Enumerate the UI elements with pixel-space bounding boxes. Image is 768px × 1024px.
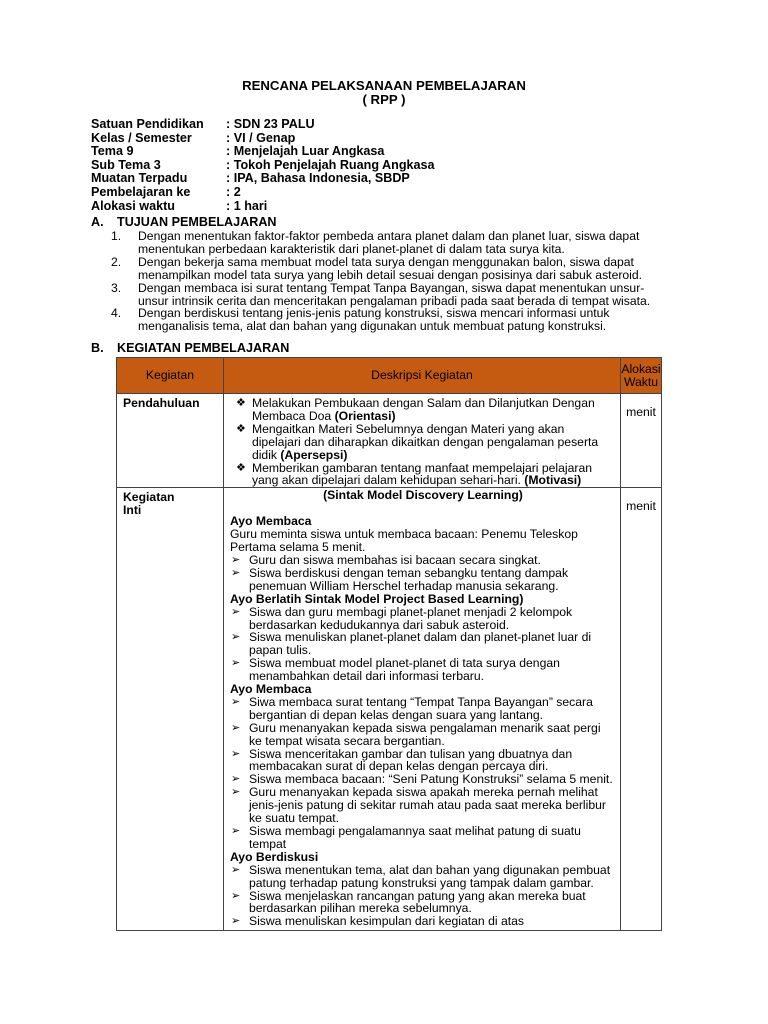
inti-list-3 — [230, 696, 616, 851]
goal-item — [111, 256, 671, 282]
item-text: Siswa membuat model planet-planet di tata surya dengan menambahkan detail dari informasi terbaru. — [248, 656, 560, 684]
arrow-bullet-icon: ➢ — [230, 605, 241, 618]
identity-value: : 1 hari — [226, 198, 268, 213]
header-deskripsi: Deskripsi Kegiatan — [223, 358, 620, 394]
item-text: Siswa dan guru membagi planet-planet menjadi 2 kelompok berdasarkan kedudukannya dari sabuk asteroid. — [248, 604, 573, 632]
identity-value: : Tokoh Penjelajah Ruang Angkasa — [226, 157, 435, 172]
item-text: Mengaitkan Materi Sebelumnya dengan Materi yang akan dipelajari dan diharapkan dikaitkan dengan pengalaman peserta didik — [251, 421, 599, 462]
table-header-row — [117, 358, 662, 394]
list-item — [230, 722, 616, 748]
subheading-ayo-membaca: Ayo Membaca — [229, 682, 312, 697]
item-text: Siswa menuliskan kesimpulan dari kegiatan di atas — [248, 914, 524, 929]
identity-key: Muatan Terpadu — [91, 171, 188, 186]
identity-key: Alokasi waktu — [91, 198, 175, 213]
identity-value: : SDN 23 PALU — [226, 117, 315, 131]
goal-item — [111, 307, 671, 333]
section-number: B. — [91, 341, 104, 355]
item-text: Siswa menentukan tema, alat dan bahan yang digunakan pembuat patung terhadap patung konstruksi yang tampak dalam gambar. — [248, 862, 611, 890]
arrow-bullet-icon: ➢ — [230, 566, 241, 579]
identity-key: Pembelajaran ke — [91, 184, 191, 199]
document-subtitle: ( RPP ) — [362, 92, 406, 107]
list-item — [230, 748, 616, 774]
intro-text: Guru meminta siswa untuk membaca bacaan: Penemu Teleskop Pertama selama 5 menit. — [229, 527, 578, 555]
identity-value: : Menjelajah Luar Angkasa — [226, 144, 385, 159]
goals-list — [111, 230, 671, 333]
row-label: Kegiatan Inti — [117, 488, 224, 931]
item-text: Melakukan Pembukaan dengan Salam dan Dilanjutkan Dengan Membaca Doa — [251, 396, 595, 423]
inti-list-4 — [230, 864, 616, 929]
diamond-bullet-icon: ❖ — [235, 422, 246, 435]
goal-item — [111, 230, 671, 256]
goal-item — [111, 282, 671, 308]
section-label: KEGIATAN PEMBELAJARAN — [117, 341, 290, 355]
list-item — [230, 825, 616, 851]
table-row-inti — [117, 488, 662, 931]
subheading-ayo-membaca: Ayo Membaca — [229, 514, 312, 529]
document-title: RENCANA PELAKSANAAN PEMBELAJARAN — [242, 78, 526, 93]
item-text: Memberikan gambaran tentang manfaat mempelajari pelajaran yang akan dipelajari dalam kehidupan sehari-hari. — [251, 460, 593, 488]
item-text: Guru menanyakan kepada siswa pengalaman menarik saat pergi ke tempat wisata secara bergantian. — [248, 720, 601, 748]
time-value: menit — [626, 405, 656, 419]
list-item — [230, 631, 616, 657]
list-item — [230, 696, 616, 722]
inti-list-1 — [230, 554, 616, 593]
header-kegiatan: Kegiatan — [117, 358, 224, 394]
header-alokasi: Alokasi Waktu — [621, 358, 662, 394]
arrow-bullet-icon: ➢ — [230, 863, 241, 876]
goal-number: 1. — [111, 229, 122, 243]
identity-key: Kelas / Semester — [91, 130, 192, 145]
pendahuluan-list — [224, 397, 616, 487]
item-text: Guru dan siswa membahas isi bacaan secara singkat. — [248, 552, 541, 567]
goal-text: Dengan membaca isi surat tentang Tempat Tanpa Bayangan, siswa dapat menentukan unsur-unsur intrinsik cerita dan menceritakan pengalaman pribadi pada saat berada di tempat wisata. — [138, 280, 651, 308]
row-time — [621, 394, 662, 488]
goal-text: Dengan berdiskusi tentang jenis-jenis patung konstruksi, siswa mencari informasi untuk menganalisis tema, alat dan bahan yang digunakan untuk membuat patung konstruksi. — [138, 306, 610, 334]
section-b-heading — [91, 342, 289, 355]
inti-list-2 — [230, 606, 616, 683]
list-item — [224, 423, 616, 462]
item-tag: (Motivasi) — [524, 473, 582, 488]
goal-number: 4. — [111, 306, 122, 321]
identity-key: Tema 9 — [91, 144, 134, 159]
identity-value: : IPA, Bahasa Indonesia, SBDP — [226, 171, 410, 186]
item-tag: (Orientasi) — [334, 408, 396, 423]
inti-heading: (Sintak Model Discovery Learning) — [323, 488, 523, 503]
row-description — [223, 488, 620, 931]
section-a-heading — [91, 216, 277, 229]
list-item — [230, 864, 616, 890]
list-item — [224, 462, 616, 488]
diamond-bullet-icon: ❖ — [235, 397, 246, 409]
goal-text: Dengan menentukan faktor-faktor pembeda antara planet dalam dan planet luar, siswa dapat menentukan perbedaan karakteristik dari planet-planet di dalam tata surya kita. — [138, 229, 640, 256]
goal-text: Dengan bekerja sama membuat model tata surya dengan menggunakan balon, siswa dapat menampilkan model tata surya yang lebih detail sesuai dengan posisinya dari sabuk asteroid. — [138, 254, 643, 282]
arrow-bullet-icon: ➢ — [230, 786, 241, 799]
goal-number: 3. — [111, 280, 122, 295]
arrow-bullet-icon: ➢ — [230, 889, 241, 902]
table-row-pendahuluan — [117, 394, 662, 488]
identity-key: Satuan Pendidikan — [91, 117, 204, 131]
arrow-bullet-icon: ➢ — [230, 915, 241, 928]
identity-value: : 2 — [226, 184, 241, 199]
list-item — [230, 890, 616, 916]
list-item — [230, 606, 616, 632]
activities-table — [116, 357, 662, 931]
arrow-bullet-icon: ➢ — [230, 773, 241, 786]
diamond-bullet-icon: ❖ — [235, 461, 246, 474]
identity-key: Sub Tema 3 — [91, 157, 161, 172]
arrow-bullet-icon: ➢ — [230, 747, 241, 760]
identity-value: : VI / Genap — [226, 130, 296, 145]
list-item — [230, 786, 616, 825]
row-time — [621, 488, 662, 931]
arrow-bullet-icon: ➢ — [230, 657, 241, 670]
subheading-ayo-berdiskusi: Ayo Berdiskusi — [229, 849, 319, 864]
arrow-bullet-icon: ➢ — [230, 695, 241, 708]
item-text: Siswa menceritakan gambar dan tulisan yang dbuatnya dan membacakan surat di depan kelas dengan percaya diri. — [248, 746, 573, 774]
subheading-ayo-berlatih: Ayo Berlatih Sintak Model Project Based Learning) — [229, 591, 524, 606]
section-label: TUJUAN PEMBELAJARAN — [117, 215, 277, 229]
item-text: Siwa membaca surat tentang “Tempat Tanpa Bayangan” secara bergantian di depan kelas dengan suara yang lantang. — [248, 694, 593, 722]
item-text: Siswa menjelaskan rancangan patung yang akan mereka buat berdasarkan pilihan mereka sebelumnya. — [248, 888, 586, 916]
list-item — [230, 567, 616, 593]
row-description — [223, 394, 620, 488]
arrow-bullet-icon: ➢ — [230, 631, 241, 644]
list-item — [230, 657, 616, 683]
item-tag: (Apersepsi) — [280, 447, 348, 462]
list-item — [230, 915, 616, 928]
arrow-bullet-icon: ➢ — [230, 553, 241, 566]
item-text: Siswa menuliskan planet-planet dalam dan planet-planet luar di papan tulis. — [248, 630, 592, 658]
item-text: Siswa membaca bacaan: “Seni Patung Konstruksi” selama 5 menit. — [248, 772, 613, 787]
list-item — [224, 397, 616, 423]
row-label: Pendahuluan — [117, 394, 224, 488]
arrow-bullet-icon: ➢ — [230, 825, 241, 837]
section-number: A. — [91, 215, 104, 229]
time-value: menit — [626, 499, 656, 514]
arrow-bullet-icon: ➢ — [230, 721, 241, 734]
item-text: Siswa membagi pengalamannya saat melihat patung di suatu tempat — [248, 824, 581, 851]
item-text: Siswa berdiskusi dengan teman sebangku tentang dampak penemuan William Herschel terhadap manusia sekarang. — [248, 565, 569, 593]
item-text: Guru menanyakan kepada siswa apakah mereka pernah melihat jenis-jenis patung di sekitar rumah atau pada saat mereka berlibur ke suatu tempat. — [248, 785, 606, 826]
goal-number: 2. — [111, 254, 122, 269]
